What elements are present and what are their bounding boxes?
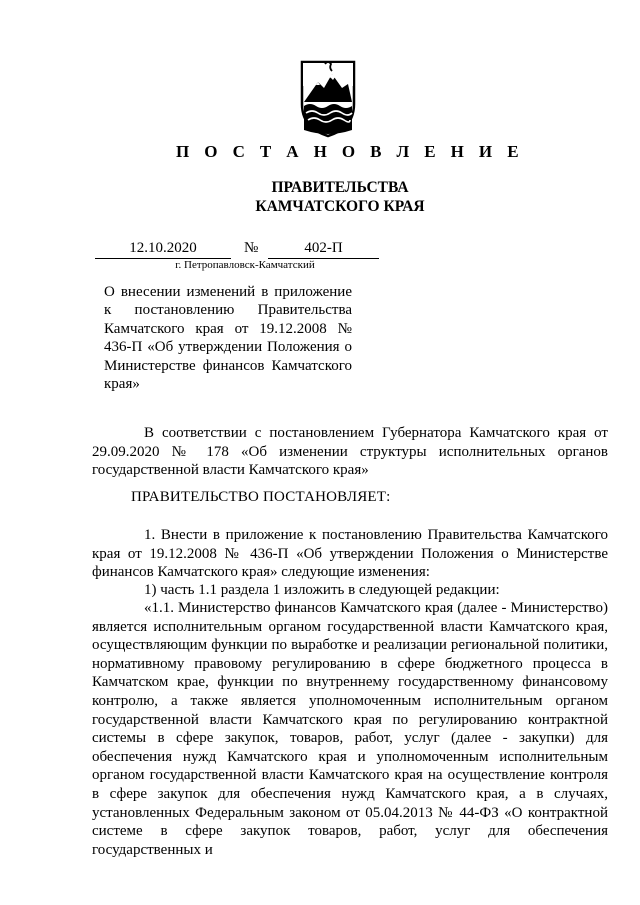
- authority-line-1: ПРАВИТЕЛЬСТВА: [271, 179, 409, 196]
- document-type-title: П О С Т А Н О В Л Е Н И Е: [176, 142, 524, 161]
- issuing-authority: [230, 178, 450, 216]
- document-number: 402-П: [304, 240, 343, 256]
- document-subject: О внесении изменений в приложение к постановлению Правительства Камчатского края от 19.12.2008 № 436-П «Об утверждении Положения о Министерстве финансов Камчатского края»: [104, 284, 352, 393]
- item-1-paragraph: 1. Внести в приложение к постановлению Правительства Камчатского края от 19.12.2008 № 436-П «Об утверждении Положения о Министерстве финансов Камчатского края» следующие изменения:: [92, 527, 608, 581]
- coat-of-arms-emblem: [298, 58, 358, 138]
- authority-line-2: КАМЧАТСКОГО КРАЯ: [255, 198, 425, 215]
- document-date: 12.10.2020: [129, 240, 197, 256]
- decree-heading: ПРАВИТЕЛЬСТВО ПОСТАНОВЛЯЕТ:: [131, 489, 391, 505]
- quoted-text-paragraph: «1.1. Министерство финансов Камчатского края (далее - Министерство) является исполнительным органом государственной власти Камчатского края, осуществляющим функции по выработке и реализации региональной политики, нормативному правовому регулированию в сфере бюджетного процесса в Камчатском крае, функции по внутреннему государственному финансовому контролю, а также является уполномоченным исполнительным органом государственной власти Камчатского края по регулированию контрактной системы в сфере закупок, товаров, работ, услуг (далее - закупки) для обеспечения нужд Камчатского края и уполномоченным исполнительным органом государственной власти Камчатского края на осуществление контроля в сфере закупок для обеспечения нужд Камчатского края, а в случаях, установленных Федеральным законом от 05.04.2013 № 44-ФЗ «О контрактной системе в сфере закупок товаров, работ, услуг для обеспечения государственных и: [92, 600, 608, 858]
- number-sign: №: [244, 240, 259, 256]
- city-label: г. Петропавловск-Камчатский: [175, 259, 315, 271]
- preamble-paragraph: В соответствии с постановлением Губернатора Камчатского края от 29.09.2020 № 178 «Об изменении структуры исполнительных органов государственной власти Камчатского края»: [92, 425, 608, 479]
- subitem-1-paragraph: 1) часть 1.1 раздела 1 изложить в следующей редакции:: [144, 582, 500, 598]
